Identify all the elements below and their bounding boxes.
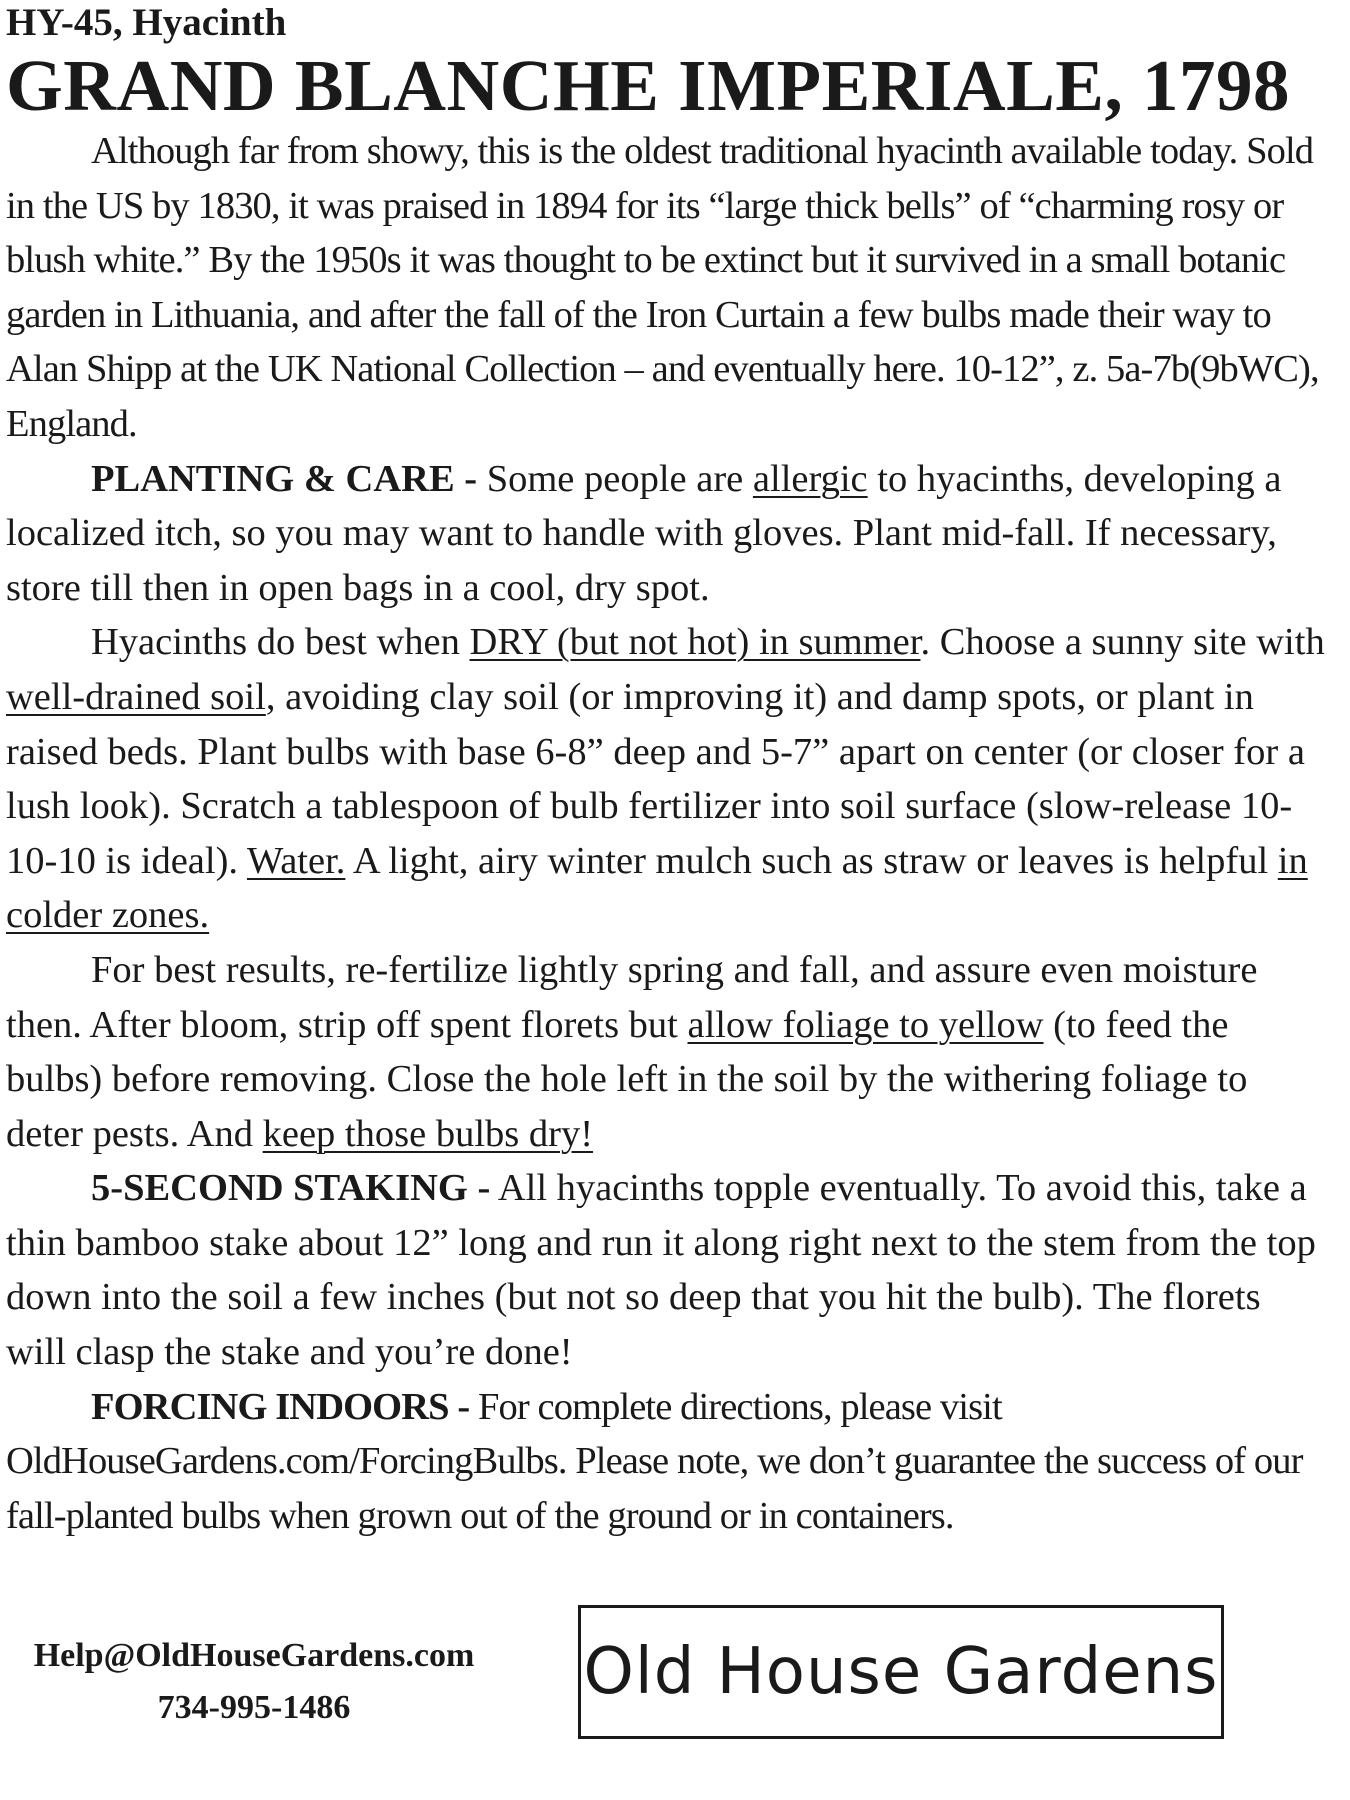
company-logo xyxy=(578,1605,1224,1739)
colder-zones-underline: in colder zones. xyxy=(6,839,1308,937)
foliage-underline: allow foliage to yellow xyxy=(687,1003,1044,1046)
well-drained-underline: well-drained soil xyxy=(6,675,266,718)
logo-wordmark: Old House Gardens xyxy=(583,1635,1219,1709)
dry-summer-underline: DRY (but not hot) in summer xyxy=(469,621,921,664)
description-paragraph: Although far from showy, this is the oldest traditional hyacinth available today. Sold in the US by 1830, it was praised in 1894 for its “large thick bells” of “charming rosy or blush white.” By the 1950s it was thought to be extinct but it survived in a small botanic garden in Lithuania, and after the fall of the Iron Curtain a few bulbs made their way to Alan Shipp at the UK National Collection – and eventually here. 10-12”, z. 5a-7b(9bWC), England. xyxy=(6,130,1319,445)
product-title: GRAND BLANCHE IMPERIALE, 1798 xyxy=(6,45,1290,126)
phone-text: 734-995-1486 xyxy=(157,1689,351,1726)
seed-packet-text xyxy=(6,0,1326,1543)
best-results-paragraph: For best results, re-fertilize lightly spring and fall, and assure even moisture then. After bloom, strip off spent florets but allow foliage to yellow (to feed the bulbs) before removing. Close the hole left in the soil by the withering foliage to deter pests. And keep those bulbs dry! xyxy=(6,948,1258,1155)
forcing-heading: FORCING INDOORS - xyxy=(91,1385,470,1428)
contact-info xyxy=(0,1630,508,1734)
water-underline: Water. xyxy=(246,839,346,882)
staking-paragraph: 5-SECOND STAKING - All hyacinths topple eventually. To avoid this, take a thin bamboo stake about 12” long and run it along right next to the stem from the top down into the soil a few inches (but not so deep that you hit the bulb). The florets will clasp the stake and you’re done! xyxy=(6,1167,1316,1374)
email-text: Help@OldHouseGardens.com xyxy=(33,1637,475,1674)
staking-heading: 5-SECOND STAKING - xyxy=(91,1167,491,1210)
product-code: HY-45, Hyacinth xyxy=(6,1,287,44)
site-soil-paragraph: Hyacinths do best when DRY (but not hot) in summer. Choose a sunny site with well-drained soil, avoiding clay soil (or improving it) and damp spots, or plant in raised beds. Plant bulbs with base 6-8” deep and 5-7” apart on center (or closer for a lush look). Scratch a tablespoon of bulb fertilizer into soil surface (slow-release 10-10-10 is ideal). Water. A light, airy winter mulch such as straw or leaves is helpful in colder zones. xyxy=(6,621,1325,937)
forcing-paragraph: FORCING INDOORS - For complete directions, please visit OldHouseGardens.com/ForcingBulbs. Please note, we don’t guarantee the success of our fall-planted bulbs when grown out of the ground or in containers. xyxy=(6,1385,1303,1537)
keep-dry-underline: keep those bulbs dry! xyxy=(262,1112,594,1155)
planting-care-paragraph: PLANTING & CARE - Some people are allergic to hyacinths, developing a localized itch, so you may want to handle with gloves. Plant mid-fall. If necessary, store till then in open bags in a cool, dry spot. xyxy=(6,457,1282,609)
planting-care-heading: PLANTING & CARE - xyxy=(91,457,478,500)
allergic-underline: allergic xyxy=(752,457,868,500)
